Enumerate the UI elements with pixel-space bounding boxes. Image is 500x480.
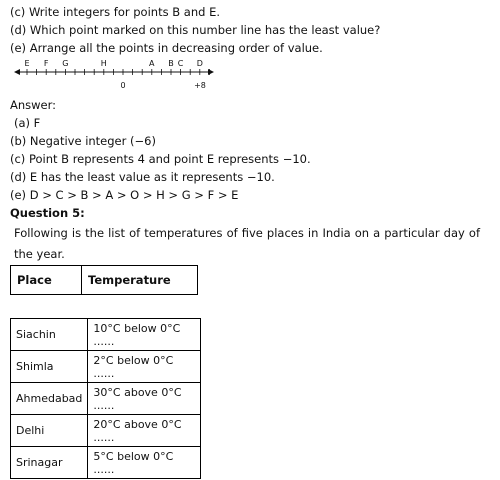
temperature-cell: 20°C above 0°C ...... (88, 415, 201, 447)
place-cell: Delhi (11, 415, 88, 447)
number-line-right-arrow (208, 69, 214, 75)
zero-label: 0 (120, 81, 126, 90)
temperature-cell: 30°C above 0°C ...... (88, 383, 201, 415)
answer-e: (e) D > C > B > A > O > H > G > F > E (10, 188, 239, 202)
temperature-cell: 10°C below 0°C ...... (88, 319, 201, 351)
temperature-header-table (10, 265, 198, 295)
header-place: Place (11, 266, 82, 295)
question5-heading: Question 5: (10, 206, 85, 220)
point-label-g: G (62, 59, 69, 68)
number-line-left-arrow (14, 69, 20, 75)
point-label-c: C (177, 59, 184, 68)
place-cell: Ahmedabad (11, 383, 88, 415)
question5-text: Following is the list of temperatures of five places in India on a particular day of the year. (14, 226, 480, 261)
table-row (11, 319, 201, 351)
question-e: (e) Arrange all the points in decreasing order of value. (10, 41, 323, 55)
point-label-f: F (43, 59, 49, 68)
answer-d: (d) E has the least value as it represents −10. (10, 170, 275, 184)
answer-c: (c) Point B represents 4 and point E represents −10. (10, 152, 311, 166)
point-label-d: D (196, 59, 203, 68)
place-cell: Shimla (11, 351, 88, 383)
question-c: (c) Write integers for points B and E. (10, 5, 220, 19)
point-label-b: B (168, 59, 174, 68)
number-line (14, 58, 214, 92)
place-cell: Srinagar (11, 447, 88, 479)
answer-a: (a) F (14, 116, 41, 130)
table-row (11, 415, 201, 447)
plus8-label: +8 (194, 81, 206, 90)
temperature-cell: 5°C below 0°C ...... (88, 447, 201, 479)
question-d: (d) Which point marked on this number line has the least value? (10, 23, 381, 37)
point-label-h: H (100, 59, 107, 68)
answer-heading: Answer: (10, 98, 57, 112)
table-row (11, 447, 201, 479)
place-cell: Siachin (11, 319, 88, 351)
point-label-e: E (24, 59, 30, 68)
table-row (11, 351, 201, 383)
temperature-cell: 2°C below 0°C ...... (88, 351, 201, 383)
temperature-table (10, 318, 201, 479)
point-label-a: A (149, 59, 155, 68)
answer-b: (b) Negative integer (−6) (10, 134, 156, 148)
header-temperature: Temperature (82, 266, 198, 295)
table-row (11, 383, 201, 415)
